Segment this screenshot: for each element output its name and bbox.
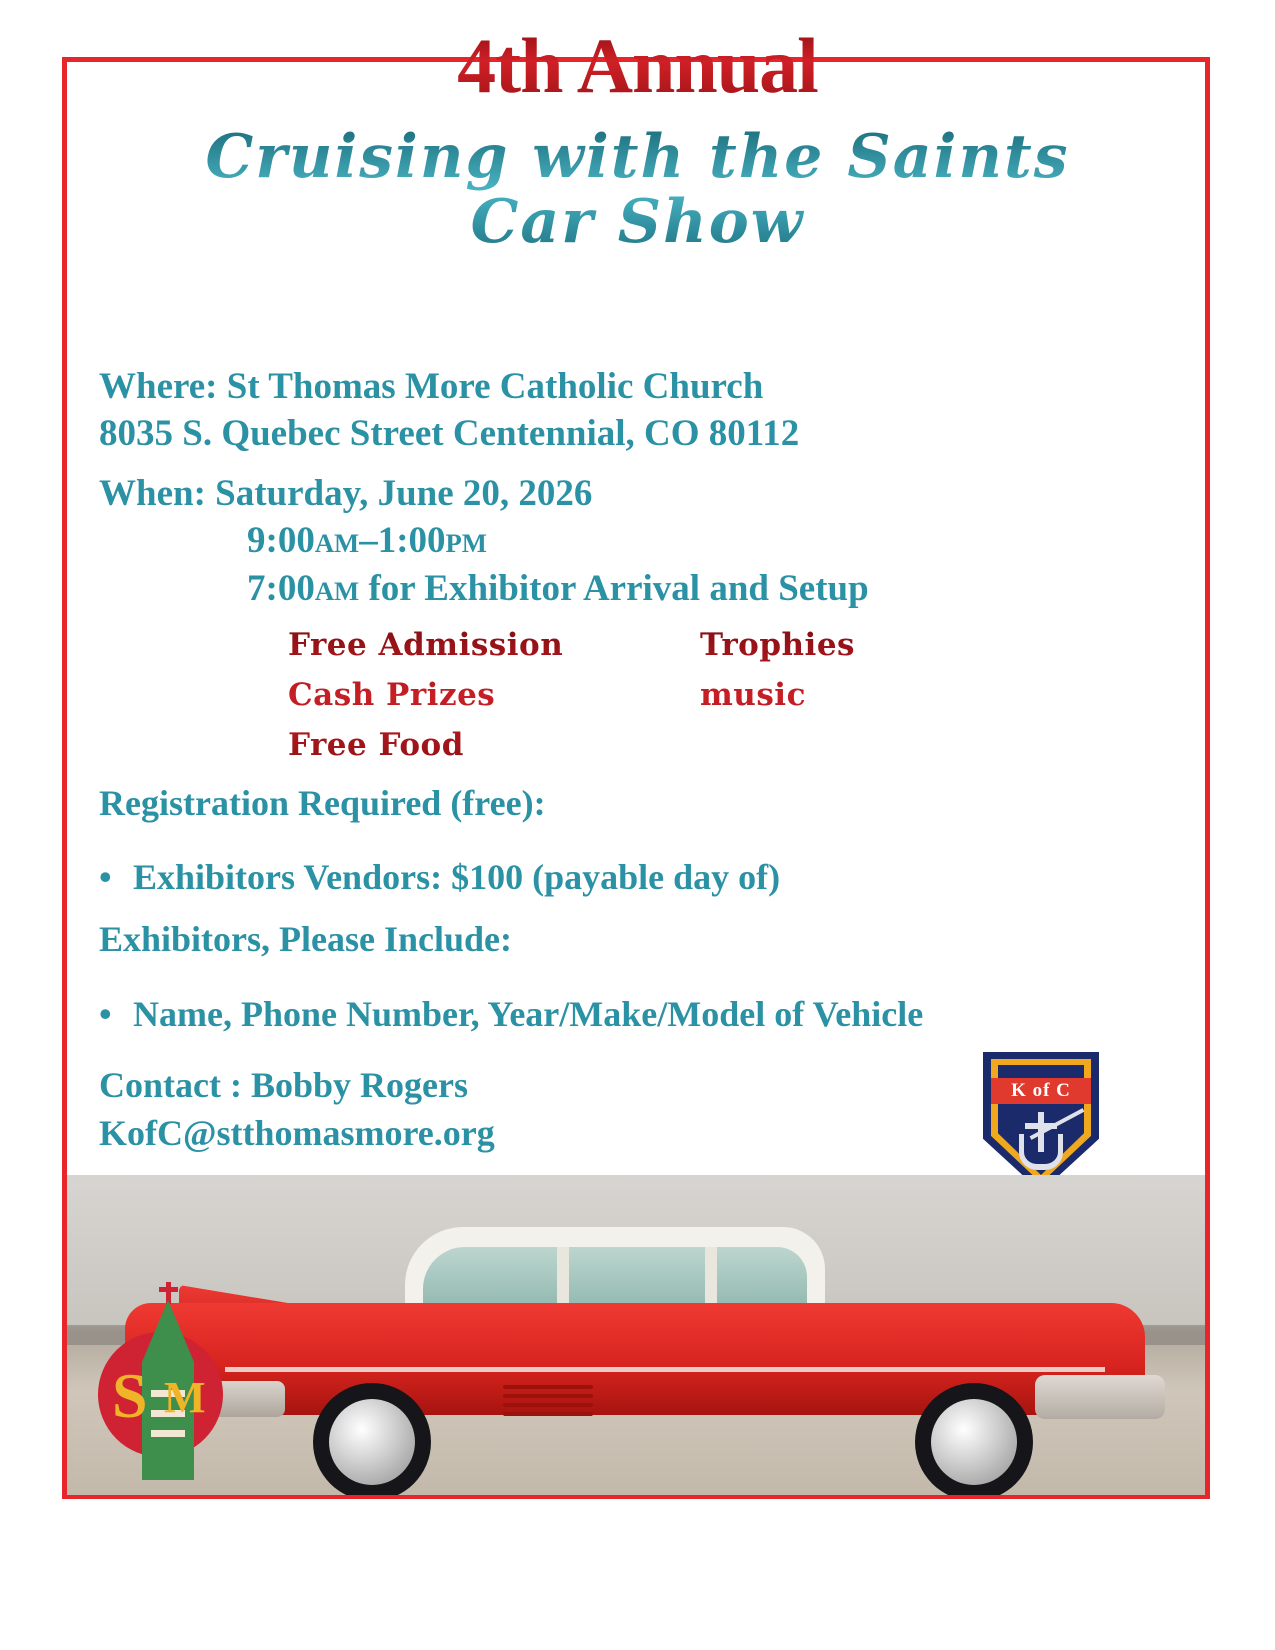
setup-hours [99,565,1195,612]
kofc-bar-label: K of C [991,1078,1091,1104]
car-hubcap [931,1399,1017,1485]
st-thomas-more-logo-icon [98,1290,223,1490]
event-title-line2: Car Show [470,186,805,257]
include-bullet-text: Name, Phone Number, Year/Make/Model of Vehicle [133,994,924,1034]
feature-row [288,720,988,770]
car-chrome-strip [225,1367,1105,1372]
location-block [99,363,1195,458]
setup-description: for Exhibitor Arrival and Setup [359,567,869,609]
event-title-line1: Cruising with the Saints [205,122,1070,192]
car-hubcap [329,1399,415,1485]
include-bullet [99,993,1195,1035]
registration-title: Registration Required (free): [99,783,546,823]
contact-email[interactable]: KofC@stthomasmore.org [99,1112,495,1153]
include-title: Exhibitors, Please Include: [99,919,513,959]
car-front-wheel [915,1383,1033,1495]
registration-bullet-exhibitors-text: Exhibitors Vendors: $100 (payable day of) [133,857,781,897]
feature-trophies: Trophies [700,627,855,663]
show-hours-start: 9:00 [247,520,315,562]
bullet-icon: • [99,994,112,1034]
date-label: When: Saturday, June 20, 2026 [99,473,593,514]
stm-letter-m: M [164,1373,206,1422]
setup-time: 7:00 [247,567,315,609]
bullet-icon: • [99,857,112,897]
car-rear-wheel [313,1383,431,1495]
features-list [288,620,988,771]
anchor-icon [1019,1134,1063,1170]
location-address: 8035 S. Quebec Street Centennial, CO 80112 [99,413,800,455]
registration-bullet-exhibitors [99,856,1195,898]
steeple-window [151,1430,185,1437]
show-hours-end-meridiem: PM [445,528,487,559]
page-title: 4th Annual [0,25,1275,107]
setup-meridiem: AM [314,575,360,606]
contact-name: Contact : Bobby Rogers [99,1065,468,1105]
kofc-emblem-group [1013,1108,1069,1166]
feature-empty [700,720,980,770]
location-label: Where: St Thomas More Catholic Church [99,366,764,407]
show-hours-dash: – [359,520,378,562]
show-hours-end: 1:00 [377,520,446,562]
feature-row [288,620,988,670]
show-hours [99,517,1195,564]
stm-letter-s: S [112,1360,148,1431]
classic-car-illustration [105,1185,1165,1475]
feature-cash-prizes: Cash Prizes [288,677,496,714]
car-photo [67,1175,1205,1495]
car-side-vents [503,1385,593,1419]
feature-row [288,670,988,720]
car-front-bumper [1035,1375,1165,1419]
show-hours-start-meridiem: AM [314,528,360,559]
steeple-roof [142,1300,194,1362]
datetime-block [99,470,1195,612]
feature-music: music [700,677,806,714]
feature-free-food: Free Food [288,727,464,764]
event-title [0,122,1275,257]
feature-free-admission: Free Admission [288,627,564,663]
